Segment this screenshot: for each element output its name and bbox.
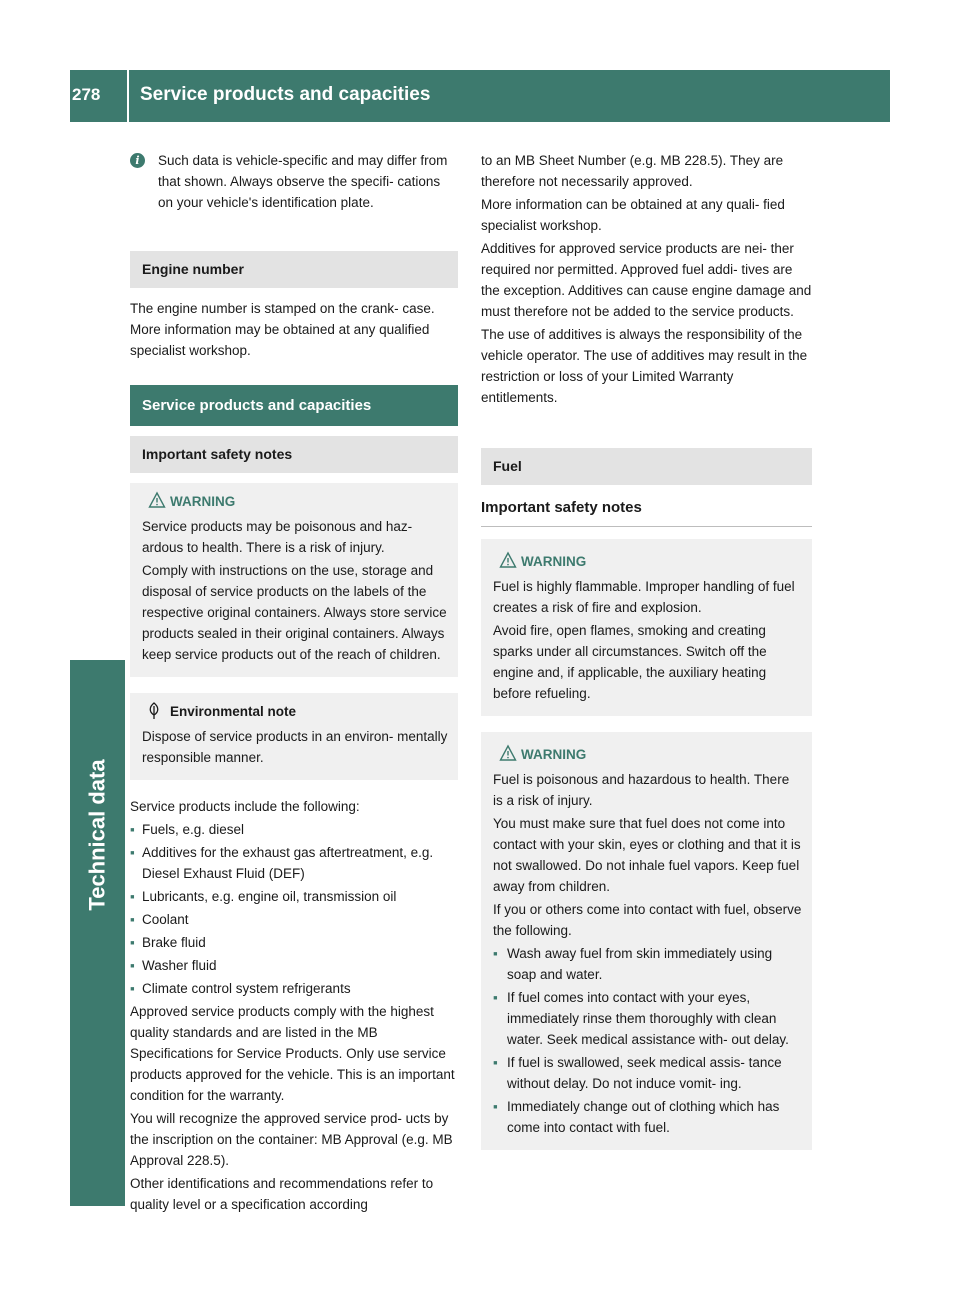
list-item: ▪ Immediately change out of clothing which has come into contact with fuel.: [493, 1096, 802, 1138]
environmental-note-text: Dispose of service products in an environ- mentally responsible manner.: [142, 729, 448, 765]
warning-box: [130, 483, 458, 677]
warning-title: [493, 744, 802, 765]
list-item: ▪ Brake fluid: [130, 932, 458, 953]
additives-text: Additives for approved service products are nei- ther required nor permitted. Approved fuel addi- tives are the exception. Additives can cause engine damage and must therefore not be added to the service products.: [481, 241, 812, 319]
right-column: [481, 150, 812, 1166]
continued-text: to an MB Sheet Number (e.g. MB 228.5). They are therefore not necessarily approved.: [481, 153, 784, 189]
side-tab: [70, 660, 125, 1206]
environmental-note-title: [142, 701, 448, 722]
warning-title-text: WARNING: [521, 747, 587, 762]
warning-text-2: You must make sure that fuel does not come into contact with your skin, eyes or clothing and that it is not swallowed. Do not inhale fuel vapors. Keep fuel away from children.: [493, 816, 801, 894]
info-note-text: Such data is vehicle-specific and may differ from that shown. Always observe the specifi- cations on your vehicle's identification plate.: [158, 153, 448, 210]
list-item: ▪ Washer fluid: [130, 955, 458, 976]
info-icon: i: [130, 153, 145, 168]
fuel-safety-heading: Important safety notes: [481, 495, 812, 527]
list-item: ▪ Lubricants, e.g. engine oil, transmission oil: [130, 886, 458, 907]
engine-number-heading: Engine number: [130, 251, 458, 288]
warning-triangle-icon: [499, 744, 517, 762]
fuel-warning-box-1: [481, 539, 812, 716]
fuel-warning-box-2: [481, 732, 812, 1150]
warning-text-1: Fuel is poisonous and hazardous to health. There is a risk of injury.: [493, 772, 790, 808]
list-item: ▪ Climate control system refrigerants: [130, 978, 458, 999]
environmental-note-box: [130, 693, 458, 780]
warning-triangle-icon: [148, 491, 166, 509]
service-products-list: [130, 819, 458, 999]
leaf-icon: [146, 702, 162, 720]
list-item: ▪ Wash away fuel from skin immediately using soap and water.: [493, 943, 802, 985]
left-column: [130, 150, 458, 1217]
safety-heading: Important safety notes: [130, 436, 458, 473]
page-number: 278: [72, 85, 101, 104]
warning-text-2: Comply with instructions on the use, storage and disposal of service products on the labels of the respective original containers. Always store service products sealed in their original containers. Always keep service products out of the reach of children.: [142, 563, 447, 662]
approved-text: Approved service products comply with the highest quality standards and are listed in the MB Specifications for Service Products. Only use service products approved for the vehicle. This is an important condition for the warranty.: [130, 1004, 455, 1103]
use-additives-text: The use of additives is always the responsibility of the vehicle operator. The use of additives may result in the restriction or loss of your Limited Warranty entitlements.: [481, 327, 808, 405]
page-title: Service products and capacities: [140, 84, 431, 105]
warning-text-2: Avoid fire, open flames, smoking and creating sparks under all circumstances. Switch off the engine and, if applicable, the auxiliary heating before refueling.: [493, 623, 767, 701]
recognize-text: You will recognize the approved service prod- ucts by the inscription on the container: MB Approval (e.g. MB Approval 228.5).: [130, 1111, 453, 1168]
include-intro: Service products include the following:: [130, 799, 360, 814]
other-text: Other identifications and recommendations refer to quality level or a specification according: [130, 1176, 434, 1212]
warning-text-3: If you or others come into contact with fuel, observe the following.: [493, 902, 802, 938]
fuel-heading: Fuel: [481, 448, 812, 485]
engine-number-text: The engine number is stamped on the crank- case. More information may be obtained at any qualified specialist workshop.: [130, 301, 435, 358]
warning-title-text: WARNING: [170, 494, 236, 509]
list-item: ▪ Fuels, e.g. diesel: [130, 819, 458, 840]
side-tab-label: Technical data: [84, 759, 110, 911]
more-info-text: More information can be obtained at any quali- fied specialist workshop.: [481, 197, 785, 233]
warning-title: [493, 551, 802, 572]
environmental-note-title-text: Environmental note: [170, 704, 297, 719]
header-divider: [127, 70, 129, 122]
list-item: ▪ Coolant: [130, 909, 458, 930]
list-item: ▪ Additives for the exhaust gas aftertreatment, e.g. Diesel Exhaust Fluid (DEF): [130, 842, 458, 884]
warning-title-text: WARNING: [521, 554, 587, 569]
list-item: ▪ If fuel comes into contact with your eyes, immediately rinse them thoroughly with clean water. Seek medical assistance with- out delay.: [493, 987, 802, 1050]
list-item: ▪ If fuel is swallowed, seek medical assis- tance without delay. Do not induce vomit- ing.: [493, 1052, 802, 1094]
warning-triangle-icon: [499, 551, 517, 569]
section-heading: Service products and capacities: [130, 385, 458, 426]
warning-text-1: Service products may be poisonous and haz- ardous to health. There is a risk of injury.: [142, 519, 413, 555]
warning-title: [142, 491, 448, 512]
fuel-first-aid-list: [493, 943, 802, 1138]
warning-text-1: Fuel is highly flammable. Improper handling of fuel creates a risk of fire and explosion.: [493, 579, 795, 615]
info-note: [130, 150, 458, 213]
